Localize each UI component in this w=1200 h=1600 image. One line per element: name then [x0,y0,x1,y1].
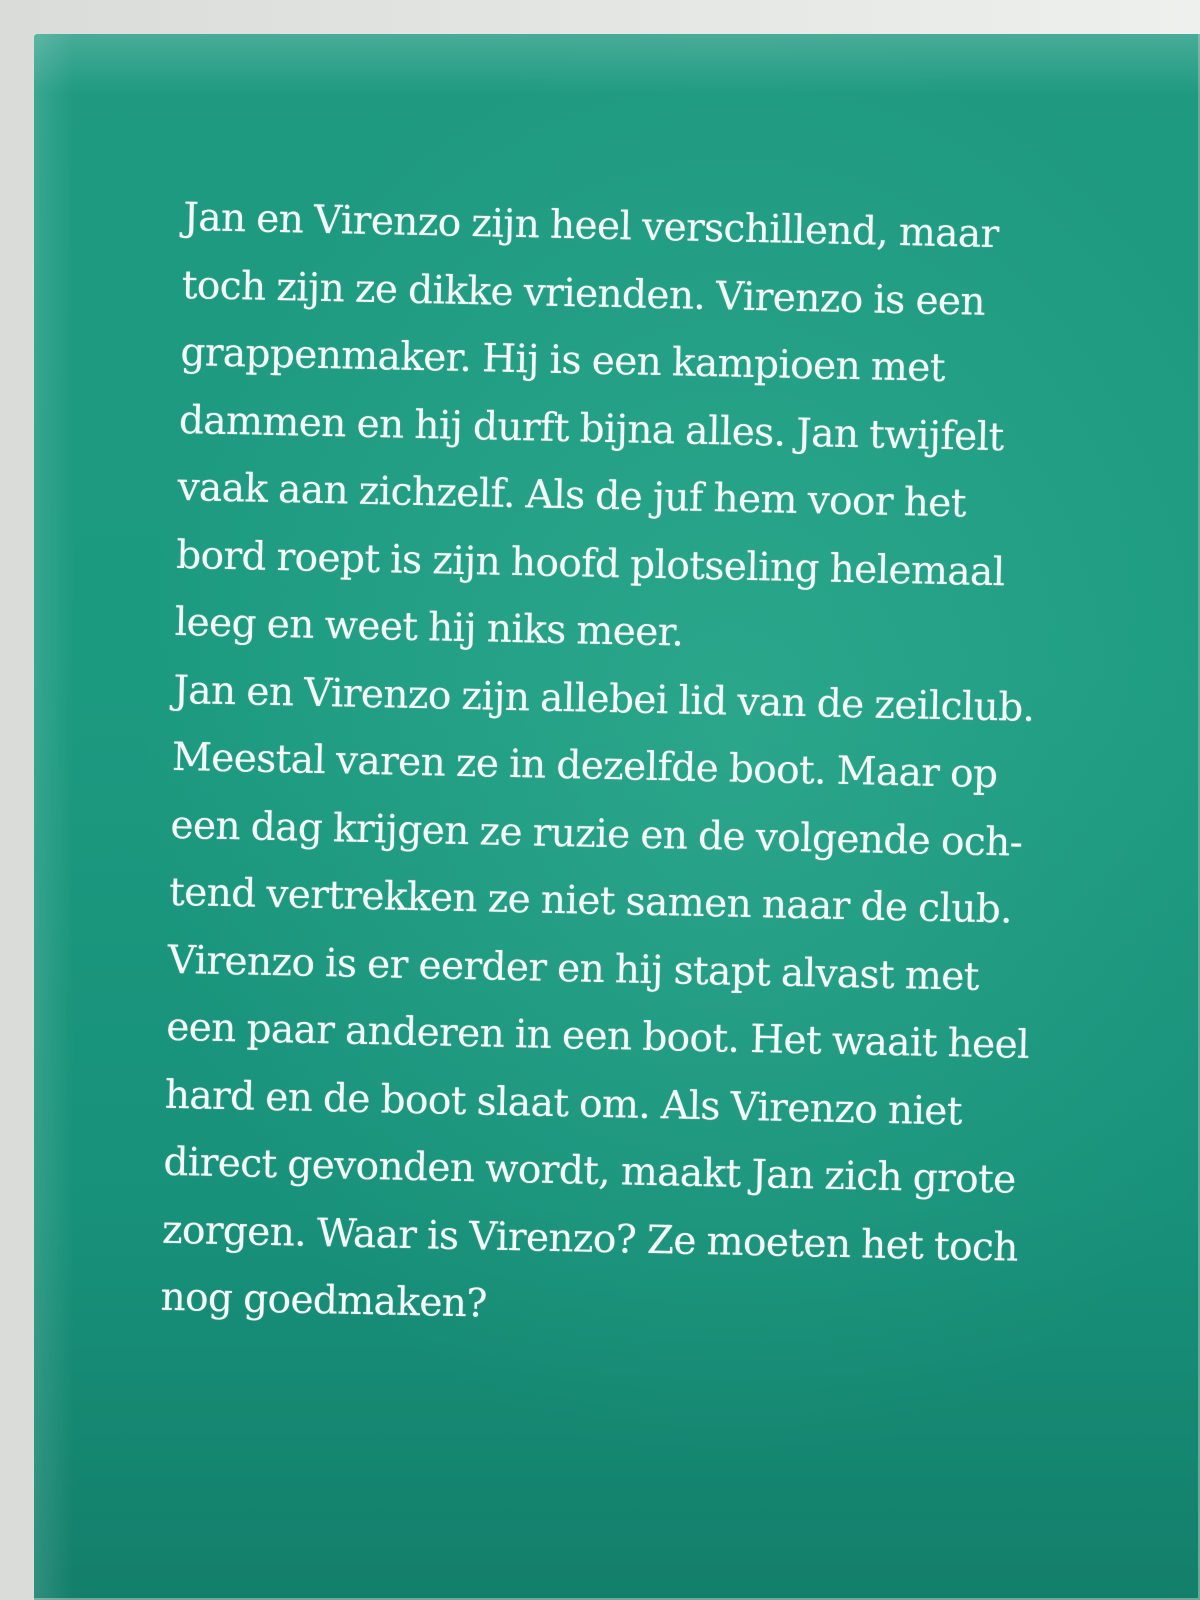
blurb-text [160,184,1144,1351]
blurb-line-2: toch zijn ze dikke vrienden. Virenzo is een [181,262,986,325]
blurb-line-13: een paar anderen in een boot. Het waait heel [165,1004,1030,1068]
blurb-line-10: een dag krijgen ze ruzie en de volgende och- [170,802,1023,866]
blurb-line-1: Jan en Virenzo zijn heel verschillend, maar [182,194,1000,258]
blurb-line-9: Meestal varen ze in dezelfde boot. Maar op [171,734,998,798]
blurb-line-6: bord roept is zijn hoofd plotseling helemaal [175,532,1006,595]
blurb-line-11: tend vertrekken ze niet samen naar de club. [168,869,1013,933]
blurb-line-3: grappenmaker. Hij is een kampioen met [180,329,946,391]
blurb-line-16: zorgen. Waar is Virenzo? Ze moeten het toch [161,1207,1019,1271]
blurb-line-5: vaak aan zichzelf. Als de juf hem voor het [177,464,967,527]
book-cover [34,34,1200,1600]
blurb-line-17: nog goedmaken? [160,1274,488,1327]
blurb-line-4: dammen en hij durft bijna alles. Jan twijfelt [178,397,1005,460]
blurb-line-15: direct gevonden wordt, maakt Jan zich grote [163,1139,1017,1203]
blurb-line-14: hard en de boot slaat om. Als Virenzo niet [164,1072,963,1134]
blurb-line-7: leeg en weet hij niks meer. [174,599,684,656]
blurb-line-8: Jan en Virenzo zijn allebei lid van de zeilclub. [172,667,1035,731]
blurb-line-12: Virenzo is er eerder en hij stapt alvast met [167,937,980,1000]
